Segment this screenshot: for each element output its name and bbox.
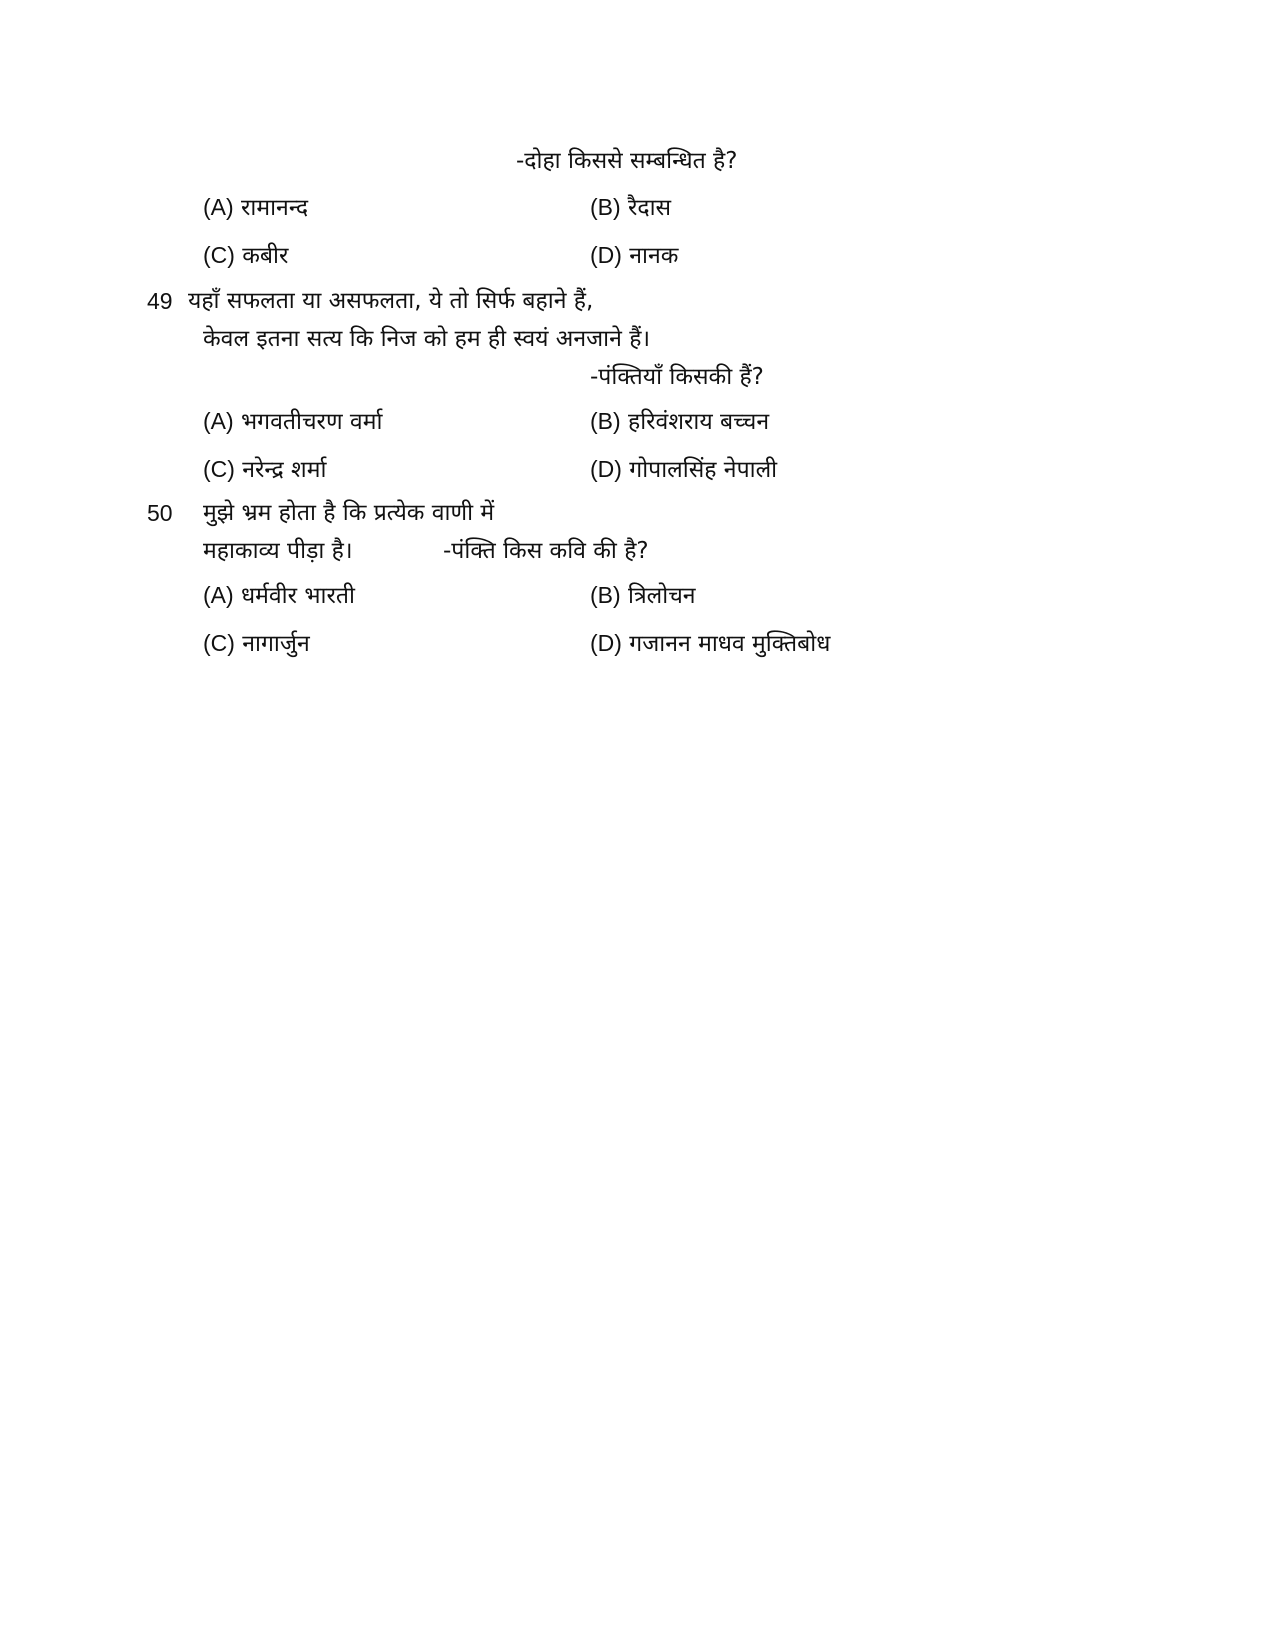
option-label: (D) [590,630,622,656]
option-text: नागार्जुन [242,631,310,657]
option-text: नानक [629,243,679,269]
option-text: हरिवंशराय बच्चन [627,409,770,435]
option-label: (A) [203,408,234,434]
q48-prompt: -दोहा किससे सम्बन्धित है? [516,148,738,174]
option-label: (D) [590,456,622,482]
option-label: (B) [590,582,621,608]
option-label: (C) [203,456,235,482]
option-text: नरेन्द्र शर्मा [242,457,327,483]
q48-option-a [203,192,308,223]
q50-option-a [203,580,355,611]
q50-number: 50 [147,500,173,526]
option-label: (A) [203,194,234,220]
option-label: (C) [203,242,235,268]
q49-option-c [203,454,326,485]
q50-line-1: मुझे भ्रम होता है कि प्रत्येक वाणी में [203,500,495,526]
option-text: त्रिलोचन [627,583,696,609]
q49-option-d [590,454,777,485]
option-label: (B) [590,194,621,220]
option-text: भगवतीचरण वर्मा [240,409,383,435]
q48-option-d [590,240,678,271]
option-text: धर्मवीर भारती [240,583,355,609]
q49-number: 49 [147,288,173,314]
option-label: (D) [590,242,622,268]
option-label: (C) [203,630,235,656]
q50-prompt: -पंक्ति किस कवि की है? [443,538,649,564]
option-label: (A) [203,582,234,608]
q49-line-1: यहाँ सफलता या असफलता, ये तो सिर्फ बहाने हैं, [188,288,594,314]
q50-option-d [590,628,830,659]
q48-option-c [203,240,288,271]
option-text: रैदास [627,195,672,221]
q49-prompt: -पंक्तियाँ किसकी हैं? [590,364,764,390]
option-text: कबीर [242,243,289,269]
option-label: (B) [590,408,621,434]
option-text: गजानन माधव मुक्तिबोध [629,631,831,657]
q50-option-c [203,628,310,659]
q49-line-2: केवल इतना सत्य कि निज को हम ही स्वयं अनजाने हैं। [203,326,651,352]
q50-line-2: महाकाव्य पीड़ा है। [203,538,353,564]
option-text: गोपालसिंह नेपाली [629,457,778,483]
q50-option-b [590,580,696,611]
q49-option-a [203,406,382,437]
q48-option-b [590,192,671,223]
q49-option-b [590,406,769,437]
option-text: रामानन्द [240,195,309,221]
